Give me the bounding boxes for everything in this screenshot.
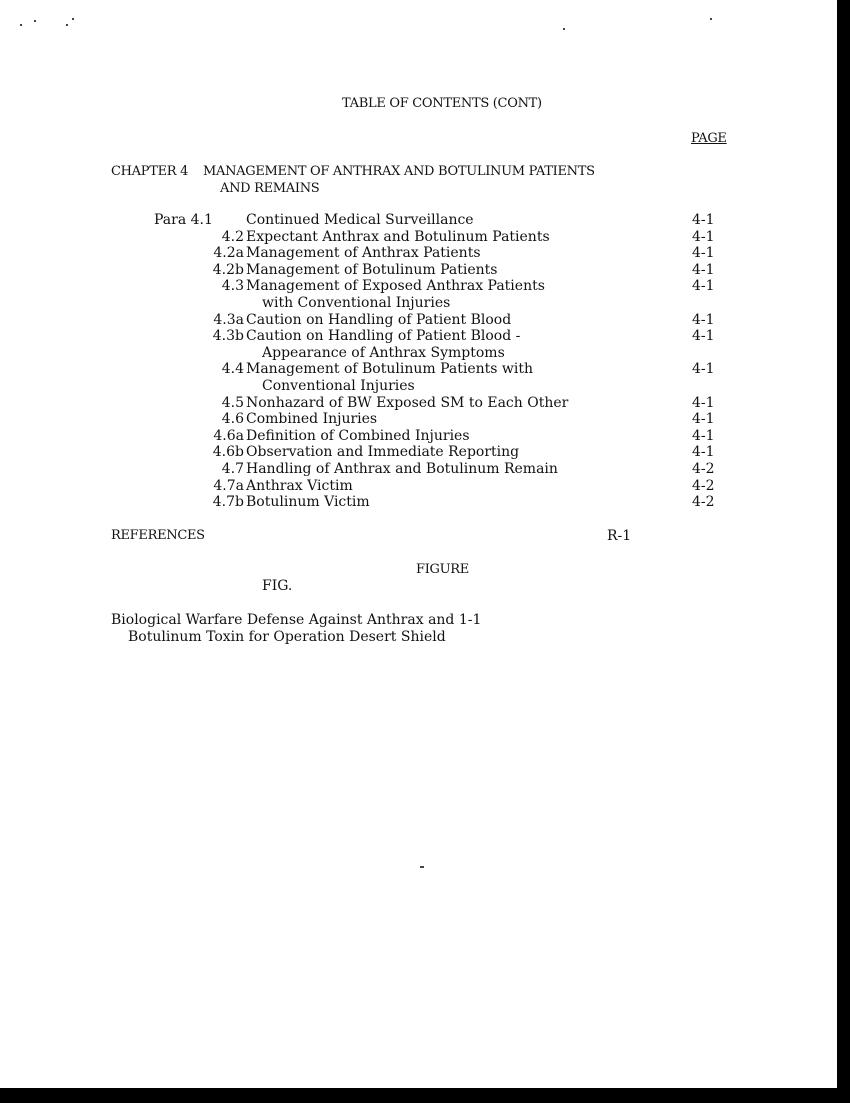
toc-entry-number: 4.2a <box>213 245 244 262</box>
toc-entry-text: Botulinum Victim <box>246 494 370 511</box>
scan-speck <box>420 866 424 868</box>
scan-speck <box>563 28 565 30</box>
toc-entry-number: 4.2 <box>221 228 244 245</box>
scan-speck <box>34 20 36 22</box>
toc-entry <box>154 212 734 229</box>
chapter-title-line2: AND REMAINS <box>220 180 320 196</box>
toc-entry-number: 4.5 <box>221 394 244 411</box>
toc-entry-number: 4.7 <box>221 460 244 477</box>
toc-entry-number: Para 4.1 <box>154 212 213 228</box>
toc-entry-page: 4-1 <box>692 311 715 328</box>
toc-entry-page: 4-1 <box>692 278 715 295</box>
chapter-number: CHAPTER 4 <box>111 164 189 179</box>
toc-entry-page: 4-1 <box>692 394 715 411</box>
toc-entry <box>154 478 734 495</box>
toc-entry <box>154 345 734 362</box>
scan-edge-right <box>837 0 850 1103</box>
toc-entry-text: Anthrax Victim <box>246 477 353 494</box>
toc-entry-page: 4-1 <box>692 427 715 444</box>
scan-edge-bottom <box>0 1088 850 1103</box>
page-title: TABLE OF CONTENTS (CONT) <box>342 96 542 111</box>
toc-entry-text: Handling of Anthrax and Botulinum Remain <box>246 460 558 477</box>
toc-entry-text: Caution on Handling of Patient Blood <box>246 311 512 328</box>
toc-entry-text: Continued Medical Surveillance <box>246 212 474 228</box>
references-page: R-1 <box>607 528 632 544</box>
scan-speck <box>710 18 712 20</box>
figure-column-label: FIG. <box>262 578 293 594</box>
toc-entry-text: Management of Botulinum Patients with <box>246 361 533 378</box>
toc-entry-page: 4-1 <box>692 261 715 278</box>
toc-entry <box>154 262 734 279</box>
toc-entry-page: 4-1 <box>692 245 715 262</box>
toc-entry <box>154 295 734 312</box>
toc-entry-page: 4-1 <box>692 361 715 378</box>
toc-entry-number: 4.4 <box>221 361 244 378</box>
toc-entry-number: 4.6a <box>213 427 244 444</box>
scan-speck <box>20 24 22 26</box>
toc-entry <box>154 395 734 412</box>
toc-entry-text: Conventional Injuries <box>262 377 415 394</box>
toc-entry <box>154 494 734 511</box>
toc-entry-page: 4-2 <box>692 460 715 477</box>
toc-entry <box>154 245 734 262</box>
toc-entry-text: Management of Anthrax Patients <box>246 245 481 262</box>
scan-speck <box>66 24 68 26</box>
toc-entry-number: 4.6 <box>221 411 244 428</box>
toc-entry-number: 4.6b <box>212 444 244 461</box>
toc-entry <box>154 444 734 461</box>
toc-entry <box>154 361 734 378</box>
page-column-header: PAGE <box>691 131 727 146</box>
toc-entry-page: 4-2 <box>692 494 715 511</box>
scan-speck <box>72 18 74 20</box>
toc-entry-text: Appearance of Anthrax Symptoms <box>262 344 505 361</box>
chapter-title-line1: MANAGEMENT OF ANTHRAX AND BOTULINUM PATIENTS <box>203 164 595 179</box>
toc-entry-page: 4-1 <box>692 212 715 228</box>
toc-entry-number: 4.3b <box>212 328 244 345</box>
toc-entry-text: Management of Botulinum Patients <box>246 261 498 278</box>
chapter-heading <box>111 164 595 197</box>
toc-entry-number: 4.3 <box>221 278 244 295</box>
toc-entry-page: 4-2 <box>692 477 715 494</box>
toc-entry <box>154 328 734 345</box>
toc-entry-page: 4-1 <box>692 328 715 345</box>
references-label: REFERENCES <box>111 528 205 543</box>
toc-entry <box>154 411 734 428</box>
toc-entry <box>154 278 734 295</box>
toc-entry <box>154 312 734 329</box>
toc-entry <box>154 378 734 395</box>
toc-entry <box>154 428 734 445</box>
toc-entry-number: 4.7b <box>212 494 244 511</box>
toc-entry-text: Management of Exposed Anthrax Patients <box>246 278 545 295</box>
toc-entry-page: 4-1 <box>692 411 715 428</box>
toc-entry-number: 4.7a <box>213 477 244 494</box>
toc-entry-text: Expectant Anthrax and Botulinum Patients <box>246 228 550 245</box>
figure-entry-line2: Botulinum Toxin for Operation Desert Shield <box>128 628 446 645</box>
figure-entry-line1: Biological Warfare Defense Against Anthrax and 1-1 <box>111 612 482 628</box>
figure-header: FIGURE <box>416 562 469 577</box>
toc-entry-text: Definition of Combined Injuries <box>246 427 470 444</box>
toc-entry-text: Observation and Immediate Reporting <box>246 444 520 461</box>
toc-entry <box>154 229 734 246</box>
toc-entry-page: 4-1 <box>692 228 715 245</box>
toc-entry-text: Caution on Handling of Patient Blood - <box>246 328 521 345</box>
toc-entry-number: 4.2b <box>212 261 244 278</box>
toc-entry-number: 4.3a <box>213 311 244 328</box>
figure-entry <box>111 612 481 645</box>
toc-entry-text: with Conventional Injuries <box>262 294 451 311</box>
toc-entry <box>154 461 734 478</box>
toc-entry-text: Nonhazard of BW Exposed SM to Each Other <box>246 394 569 411</box>
toc-list <box>154 212 734 511</box>
toc-entry-text: Combined Injuries <box>246 411 378 428</box>
toc-entry-page: 4-1 <box>692 444 715 461</box>
